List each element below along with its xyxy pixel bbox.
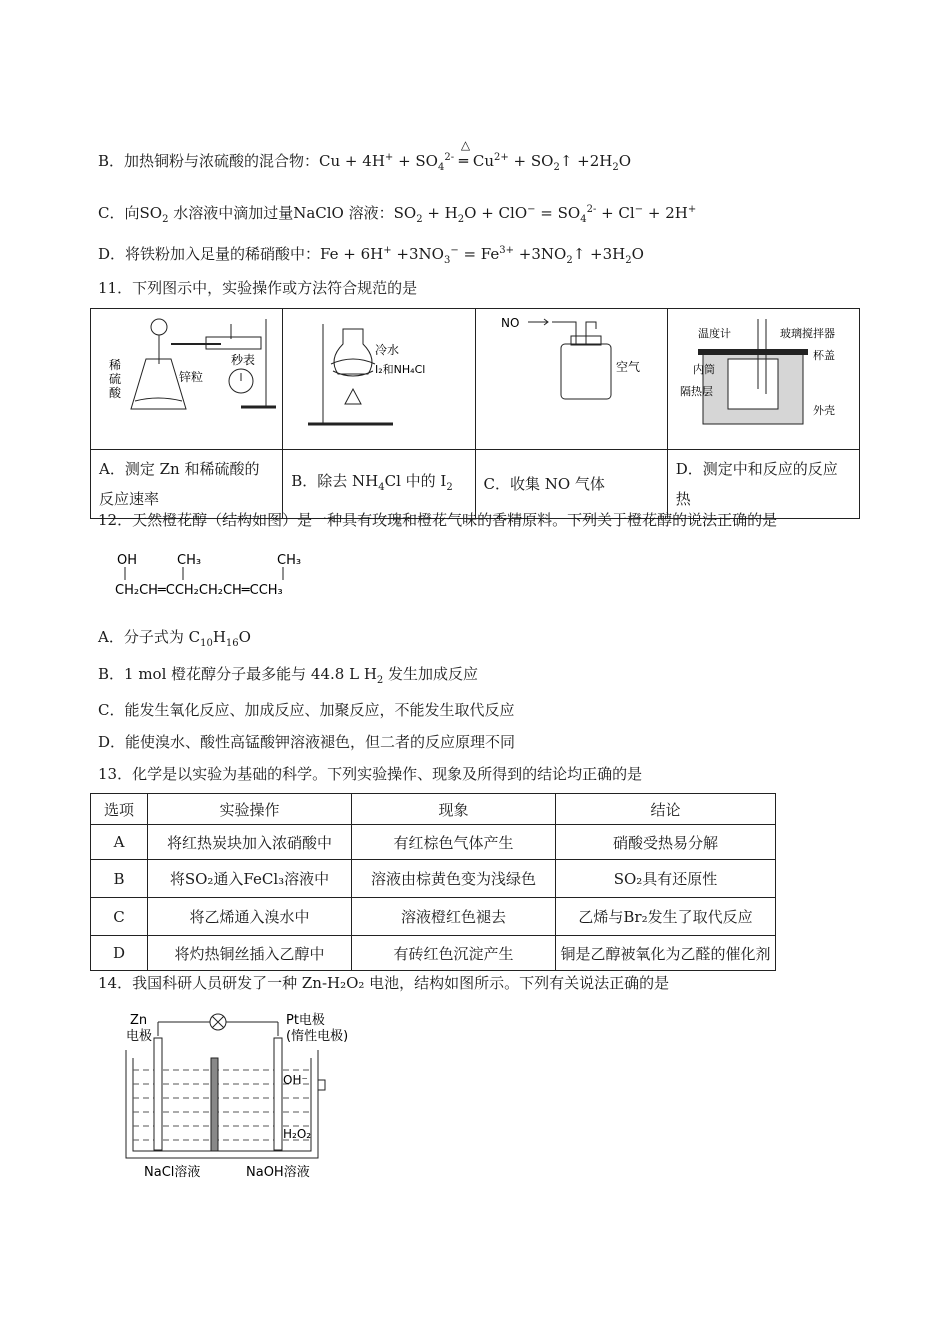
q10-option-b: B．加热铜粉与浓硫酸的混合物：$Cu + 4H^+ + SO_4^{2-}$ △ $═Cu^{2+}$ + $SO_2↑ +2H_2O$ (98, 138, 632, 173)
label-xi: 稀 (109, 358, 122, 372)
svg-text:玻璃搅拌器: 玻璃搅拌器 (779, 327, 835, 340)
q11-option-b: B．除去 $NH_4Cl$ 中的 $I_2$ (283, 450, 475, 519)
q12-structure (115, 550, 325, 602)
q12-option-d: D．能使溴水、酸性高锰酸钾溶液褪色，但二者的反应原理不同 (98, 733, 516, 751)
svg-text:隔热层: 隔热层 (679, 385, 713, 398)
svg-text:锌粒: 锌粒 (179, 370, 204, 384)
q12-stem: 12．天然橙花醇（结构如图）是一种具有玫瑰和橙花气味的香精原料。下列关于橙花醇的说法正确的是 (98, 511, 778, 529)
table-row: A 将红热炭块加入浓硝酸中 有红棕色气体产生 硝酸受热易分解 (91, 825, 776, 860)
table-row: D 将灼热铜丝插入乙醇中 有砖红色沉淀产生 铜是乙醇被氧化为乙醛的催化剂 (91, 936, 776, 971)
q11-figure-a (91, 309, 283, 450)
svg-text:CH₃: CH₃ (177, 553, 202, 568)
svg-text:空气: 空气 (615, 360, 640, 374)
col-header-operation: 实验操作 (148, 794, 352, 825)
q12-option-c: C．能发生氧化反应、加成反应、加聚反应，不能发生取代反应 (98, 701, 515, 719)
svg-text:OH: OH (117, 553, 138, 568)
table-row: C 将乙烯通入溴水中 溶液橙红色褪去 乙烯与Br₂发生了取代反应 (91, 898, 776, 936)
table-row: B 将SO₂通入FeCl₃溶液中 溶液由棕黄色变为浅绿色 SO₂具有还原性 (91, 860, 776, 898)
svg-text:OH⁻: OH⁻ (283, 1073, 308, 1087)
col-header-option: 选项 (91, 794, 148, 825)
q11-figure-c (475, 309, 667, 450)
svg-text:Pt电极: Pt电极 (286, 1013, 325, 1028)
q11-stem: 11．下列图示中，实验操作或方法符合规范的是 (98, 279, 418, 297)
svg-text:CH₃: CH₃ (277, 553, 302, 568)
svg-text:(惰性电极): (惰性电极) (286, 1029, 349, 1044)
svg-text:CH₂CH═CCH₂CH₂CH═CCH₃: CH₂CH═CCH₂CH₂CH═CCH₃ (115, 583, 283, 598)
svg-text:外壳: 外壳 (812, 404, 835, 417)
q11-option-c: C．收集 NO 气体 (475, 450, 667, 519)
q12-option-a: A．分子式为 $C_{10}H_{16}O$ (98, 628, 251, 649)
q11-figure-table (90, 308, 860, 519)
svg-text:NaOH溶液: NaOH溶液 (246, 1165, 310, 1180)
q10-option-d: D．将铁粉加入足量的稀硝酸中：$Fe + 6H^+ +3NO_3^- = Fe^{3+}$ $+3NO_2↑ +3H_2O$ (98, 245, 644, 266)
q11-option-d: D．测定中和反应的反应热 (667, 450, 859, 519)
svg-text:Zn: Zn (130, 1013, 148, 1028)
svg-text:温度计: 温度计 (697, 327, 731, 340)
col-header-conclusion: 结论 (556, 794, 776, 825)
q12-option-b: B．1 mol 橙花醇分子最多能与 44.8 L $H_2$ 发生加成反应 (98, 665, 479, 686)
q13-table (90, 793, 776, 971)
col-header-phenomenon: 现象 (352, 794, 556, 825)
svg-text:H₂O₂: H₂O₂ (283, 1127, 312, 1141)
q11-figure-d (667, 309, 859, 450)
svg-text:电极: 电极 (126, 1029, 153, 1044)
q13-stem: 13．化学是以实验为基础的科学。下列实验操作、现象及所得到的结论均正确的是 (98, 765, 643, 783)
svg-text:秒表: 秒表 (231, 353, 256, 367)
svg-text:酸: 酸 (109, 386, 122, 400)
svg-text:NO: NO (500, 316, 519, 330)
svg-text:NaCl溶液: NaCl溶液 (144, 1165, 201, 1180)
svg-text:杯盖: 杯盖 (812, 349, 835, 362)
q14-stem: 14．我国科研人员研发了一种 Zn-H₂O₂ 电池，结构如图所示。下列有关说法正确的是 (98, 974, 670, 992)
svg-text:I₂和NH₄Cl: I₂和NH₄Cl (375, 363, 426, 376)
svg-text:内筒: 内筒 (692, 363, 715, 376)
q11-option-a: A．测定 Zn 和稀硫酸的反应速率 (91, 450, 283, 519)
svg-text:硫: 硫 (109, 372, 122, 386)
svg-text:冷水: 冷水 (375, 343, 400, 357)
q10-option-c: C．向$SO_2$ 水溶液中滴加过量NaClO 溶液：$SO_2 + H_2O + ClO^- = SO_4^{2-} + Cl^- + 2H^+$ (98, 204, 697, 225)
q14-battery-diagram (118, 1008, 378, 1188)
q11-figure-b (283, 309, 475, 450)
